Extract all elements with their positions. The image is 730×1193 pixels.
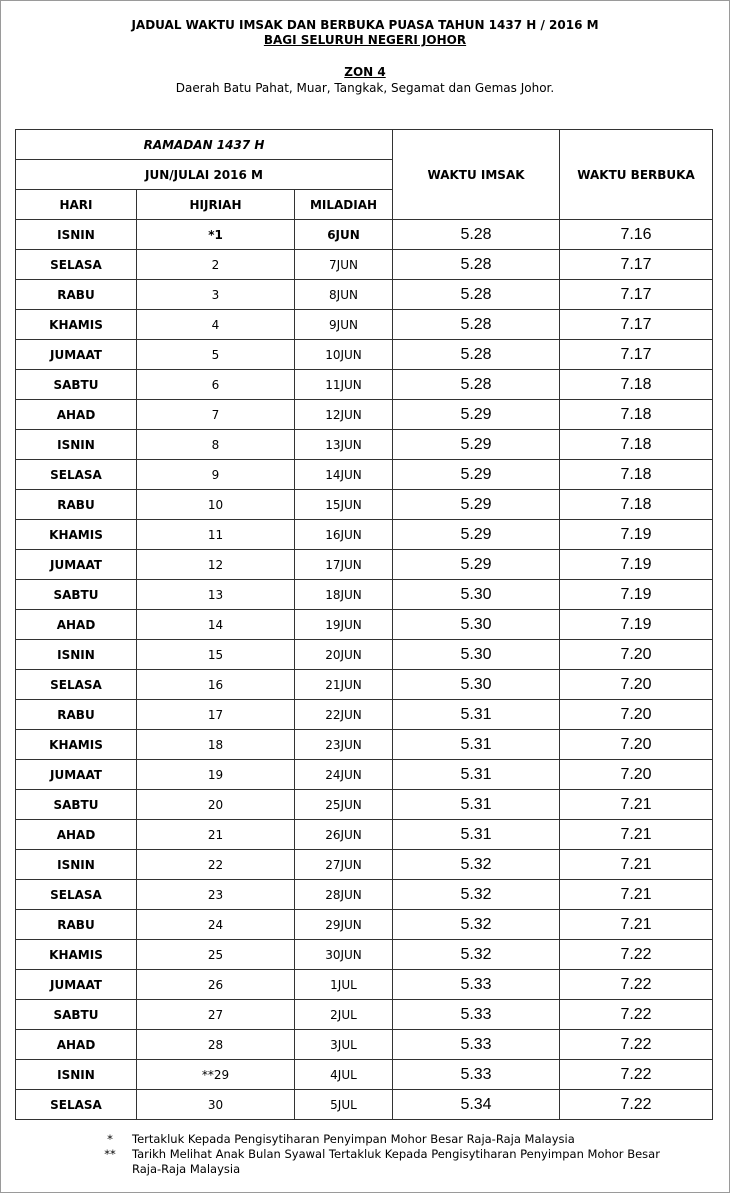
day-cell: KHAMIS	[16, 520, 137, 550]
imsak-time-cell: 5.28	[393, 310, 560, 340]
imsak-time-cell: 5.31	[393, 790, 560, 820]
berbuka-time-cell: 7.22	[560, 1030, 713, 1060]
berbuka-time-cell: 7.17	[560, 310, 713, 340]
day-cell: AHAD	[16, 820, 137, 850]
imsak-time-cell: 5.30	[393, 640, 560, 670]
table-row	[16, 970, 713, 1000]
miladiah-header: MILADIAH	[295, 190, 393, 220]
berbuka-time-cell: 7.18	[560, 430, 713, 460]
berbuka-time-cell: 7.20	[560, 640, 713, 670]
table-row	[16, 220, 713, 250]
miladiah-cell: 16JUN	[295, 520, 393, 550]
day-cell: JUMAAT	[16, 340, 137, 370]
table-row	[16, 1060, 713, 1090]
hijriah-cell: 6	[137, 370, 295, 400]
day-cell: AHAD	[16, 1030, 137, 1060]
miladiah-cell: 30JUN	[295, 940, 393, 970]
miladiah-cell: 6JUN	[295, 220, 393, 250]
day-cell: ISNIN	[16, 1060, 137, 1090]
imsak-time-cell: 5.33	[393, 1060, 560, 1090]
berbuka-time-cell: 7.21	[560, 850, 713, 880]
day-cell: RABU	[16, 280, 137, 310]
imsak-time-cell: 5.28	[393, 250, 560, 280]
hijriah-cell: 5	[137, 340, 295, 370]
hijriah-cell: 9	[137, 460, 295, 490]
hijriah-cell: 2	[137, 250, 295, 280]
miladiah-cell: 27JUN	[295, 850, 393, 880]
hijriah-cell: 11	[137, 520, 295, 550]
table-row	[16, 820, 713, 850]
hijriah-cell: 15	[137, 640, 295, 670]
hijriah-cell: 24	[137, 910, 295, 940]
imsak-time-cell: 5.30	[393, 610, 560, 640]
miladiah-cell: 8JUN	[295, 280, 393, 310]
day-cell: JUMAAT	[16, 970, 137, 1000]
berbuka-time-cell: 7.22	[560, 940, 713, 970]
hijriah-cell: 3	[137, 280, 295, 310]
miladiah-cell: 13JUN	[295, 430, 393, 460]
imsak-time-cell: 5.29	[393, 550, 560, 580]
miladiah-cell: 18JUN	[295, 580, 393, 610]
table-row	[16, 490, 713, 520]
day-cell: JUMAAT	[16, 550, 137, 580]
berbuka-time-cell: 7.19	[560, 580, 713, 610]
miladiah-cell: 19JUN	[295, 610, 393, 640]
table-row	[16, 880, 713, 910]
miladiah-cell: 25JUN	[295, 790, 393, 820]
day-cell: RABU	[16, 490, 137, 520]
miladiah-cell: 20JUN	[295, 640, 393, 670]
table-row	[16, 340, 713, 370]
miladiah-cell: 10JUN	[295, 340, 393, 370]
table-row	[16, 460, 713, 490]
miladiah-cell: 7JUN	[295, 250, 393, 280]
footnote-text: Tertakluk Kepada Pengisytiharan Penyimpan Mohor Besar Raja-Raja Malaysia	[132, 1132, 575, 1146]
day-cell: ISNIN	[16, 850, 137, 880]
miladiah-cell: 22JUN	[295, 700, 393, 730]
hijriah-cell: 10	[137, 490, 295, 520]
imsak-time-cell: 5.32	[393, 940, 560, 970]
miladiah-cell: 28JUN	[295, 880, 393, 910]
footnote	[1, 1132, 729, 1147]
day-cell: SABTU	[16, 790, 137, 820]
table-row	[16, 700, 713, 730]
day-cell: SELASA	[16, 670, 137, 700]
miladiah-cell: 26JUN	[295, 820, 393, 850]
table-row	[16, 1030, 713, 1060]
table-row	[16, 640, 713, 670]
day-cell: ISNIN	[16, 220, 137, 250]
day-cell: SABTU	[16, 370, 137, 400]
berbuka-time-cell: 7.18	[560, 460, 713, 490]
berbuka-time-cell: 7.17	[560, 250, 713, 280]
table-row	[16, 610, 713, 640]
hijriah-cell: 22	[137, 850, 295, 880]
table-row	[16, 910, 713, 940]
hijriah-cell: **29	[137, 1060, 295, 1090]
table-row	[16, 670, 713, 700]
miladiah-cell: 17JUN	[295, 550, 393, 580]
footnote-text: Tarikh Melihat Anak Bulan Syawal Tertakluk Kepada Pengisytiharan Penyimpan Mohor Besar	[132, 1147, 660, 1161]
hijriah-cell: 20	[137, 790, 295, 820]
day-cell: SABTU	[16, 1000, 137, 1030]
schedule-table	[15, 129, 713, 1120]
imsak-time-cell: 5.29	[393, 460, 560, 490]
hijriah-cell: *1	[137, 220, 295, 250]
imsak-time-cell: 5.32	[393, 880, 560, 910]
berbuka-time-cell: 7.22	[560, 1000, 713, 1030]
hijriah-header: HIJRIAH	[137, 190, 295, 220]
imsak-time-cell: 5.34	[393, 1090, 560, 1120]
day-cell: SELASA	[16, 1090, 137, 1120]
miladiah-cell: 14JUN	[295, 460, 393, 490]
hijriah-cell: 17	[137, 700, 295, 730]
day-cell: SELASA	[16, 250, 137, 280]
day-cell: RABU	[16, 700, 137, 730]
table-row	[16, 850, 713, 880]
table-row	[16, 520, 713, 550]
footnote	[1, 1147, 729, 1162]
miladiah-cell: 1JUL	[295, 970, 393, 1000]
hijriah-cell: 7	[137, 400, 295, 430]
miladiah-cell: 4JUL	[295, 1060, 393, 1090]
table-row	[16, 250, 713, 280]
miladiah-cell: 2JUL	[295, 1000, 393, 1030]
hijriah-cell: 25	[137, 940, 295, 970]
day-cell: AHAD	[16, 400, 137, 430]
berbuka-time-cell: 7.20	[560, 730, 713, 760]
imsak-time-cell: 5.29	[393, 520, 560, 550]
imsak-time-cell: 5.28	[393, 370, 560, 400]
imsak-time-cell: 5.32	[393, 850, 560, 880]
imsak-time-cell: 5.28	[393, 280, 560, 310]
table-row	[16, 940, 713, 970]
miladiah-cell: 15JUN	[295, 490, 393, 520]
berbuka-time-cell: 7.21	[560, 790, 713, 820]
table-row	[16, 790, 713, 820]
zone-label: ZON 4	[344, 65, 386, 79]
table-row	[16, 310, 713, 340]
miladiah-cell: 24JUN	[295, 760, 393, 790]
hijriah-cell: 19	[137, 760, 295, 790]
day-cell: KHAMIS	[16, 730, 137, 760]
miladiah-cell: 9JUN	[295, 310, 393, 340]
berbuka-time-cell: 7.16	[560, 220, 713, 250]
berbuka-time-cell: 7.18	[560, 370, 713, 400]
imsak-time-cell: 5.30	[393, 670, 560, 700]
hijriah-cell: 13	[137, 580, 295, 610]
berbuka-time-cell: 7.21	[560, 910, 713, 940]
hijriah-cell: 12	[137, 550, 295, 580]
document-subtitle: BAGI SELURUH NEGERI JOHOR	[263, 33, 467, 47]
hijriah-cell: 27	[137, 1000, 295, 1030]
imsak-time-cell: 5.30	[393, 580, 560, 610]
month-header: JUN/JULAI 2016 M	[16, 160, 393, 190]
miladiah-cell: 21JUN	[295, 670, 393, 700]
imsak-time-cell: 5.32	[393, 910, 560, 940]
hijriah-cell: 26	[137, 970, 295, 1000]
miladiah-cell: 12JUN	[295, 400, 393, 430]
berbuka-time-cell: 7.18	[560, 400, 713, 430]
hijriah-cell: 14	[137, 610, 295, 640]
imsak-time-cell: 5.29	[393, 400, 560, 430]
berbuka-time-cell: 7.22	[560, 1060, 713, 1090]
hijriah-cell: 4	[137, 310, 295, 340]
imsak-time-cell: 5.29	[393, 430, 560, 460]
imsak-time-cell: 5.31	[393, 700, 560, 730]
berbuka-time-cell: 7.21	[560, 820, 713, 850]
table-row	[16, 400, 713, 430]
day-cell: SABTU	[16, 580, 137, 610]
table-row	[16, 370, 713, 400]
ramadan-header: RAMADAN 1437 H	[16, 130, 393, 160]
districts-label: Daerah Batu Pahat, Muar, Tangkak, Segamat dan Gemas Johor.	[175, 81, 555, 95]
footnote	[1, 1162, 729, 1177]
day-cell: JUMAAT	[16, 760, 137, 790]
footnote-mark: **	[104, 1147, 116, 1161]
berbuka-time-cell: 7.18	[560, 490, 713, 520]
berbuka-time-cell: 7.22	[560, 1090, 713, 1120]
miladiah-cell: 5JUL	[295, 1090, 393, 1120]
berbuka-time-cell: 7.19	[560, 610, 713, 640]
berbuka-time-cell: 7.21	[560, 880, 713, 910]
imsak-time-cell: 5.33	[393, 1000, 560, 1030]
footnote-mark: *	[107, 1132, 113, 1146]
table-row	[16, 550, 713, 580]
miladiah-cell: 29JUN	[295, 910, 393, 940]
berbuka-time-cell: 7.20	[560, 670, 713, 700]
imsak-time-cell: 5.31	[393, 820, 560, 850]
table-row	[16, 760, 713, 790]
berbuka-time-cell: 7.19	[560, 550, 713, 580]
table-row	[16, 580, 713, 610]
imsak-time-cell: 5.28	[393, 340, 560, 370]
day-cell: SELASA	[16, 460, 137, 490]
miladiah-cell: 3JUL	[295, 1030, 393, 1060]
berbuka-time-cell: 7.19	[560, 520, 713, 550]
hijriah-cell: 16	[137, 670, 295, 700]
table-row	[16, 280, 713, 310]
document-title: JADUAL WAKTU IMSAK DAN BERBUKA PUASA TAHUN 1437 H / 2016 M	[131, 18, 599, 32]
hijriah-cell: 28	[137, 1030, 295, 1060]
miladiah-cell: 23JUN	[295, 730, 393, 760]
berbuka-time-cell: 7.17	[560, 340, 713, 370]
day-cell: ISNIN	[16, 640, 137, 670]
day-cell: AHAD	[16, 610, 137, 640]
imsak-time-cell: 5.28	[393, 220, 560, 250]
berbuka-time-cell: 7.20	[560, 760, 713, 790]
imsak-time-cell: 5.33	[393, 1030, 560, 1060]
imsak-time-cell: 5.31	[393, 760, 560, 790]
hijriah-cell: 21	[137, 820, 295, 850]
miladiah-cell: 11JUN	[295, 370, 393, 400]
table-body	[16, 220, 713, 1120]
hijriah-cell: 23	[137, 880, 295, 910]
berbuka-time-cell: 7.22	[560, 970, 713, 1000]
table-row	[16, 1000, 713, 1030]
footnote-text: Raja-Raja Malaysia	[132, 1162, 241, 1176]
imsak-header: WAKTU IMSAK	[393, 130, 560, 220]
hijriah-cell: 8	[137, 430, 295, 460]
hijriah-cell: 30	[137, 1090, 295, 1120]
hijriah-cell: 18	[137, 730, 295, 760]
day-cell: ISNIN	[16, 430, 137, 460]
day-cell: KHAMIS	[16, 310, 137, 340]
table-row	[16, 1090, 713, 1120]
berbuka-time-cell: 7.20	[560, 700, 713, 730]
table-row	[16, 430, 713, 460]
imsak-time-cell: 5.29	[393, 490, 560, 520]
hari-header: HARI	[16, 190, 137, 220]
table-row	[16, 730, 713, 760]
day-cell: SELASA	[16, 880, 137, 910]
day-cell: RABU	[16, 910, 137, 940]
footnotes	[1, 1132, 729, 1177]
berbuka-header: WAKTU BERBUKA	[560, 130, 713, 220]
table-header	[16, 130, 713, 220]
imsak-time-cell: 5.31	[393, 730, 560, 760]
day-cell: KHAMIS	[16, 940, 137, 970]
berbuka-time-cell: 7.17	[560, 280, 713, 310]
imsak-time-cell: 5.33	[393, 970, 560, 1000]
